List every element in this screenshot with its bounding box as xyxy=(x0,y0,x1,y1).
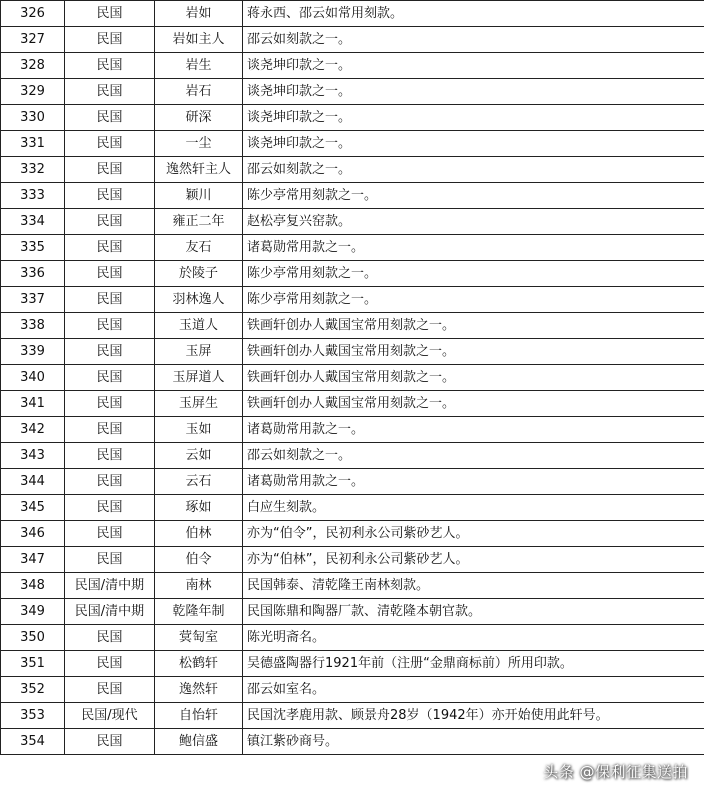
note-cell: 民国陈鼎和陶器厂款、清乾隆本朝官款。 xyxy=(243,599,704,625)
table-row xyxy=(1,79,704,105)
note-cell: 谈尧坤印款之一。 xyxy=(243,131,704,157)
note-cell: 铁画轩创办人戴国宝常用刻款之一。 xyxy=(243,391,704,417)
note-cell: 诸葛勋常用款之一。 xyxy=(243,469,704,495)
row-number-cell: 343 xyxy=(1,443,65,469)
note-cell: 铁画轩创办人戴国宝常用刻款之一。 xyxy=(243,313,704,339)
seal-mark-cell: 玉道人 xyxy=(155,313,243,339)
row-number-cell: 332 xyxy=(1,157,65,183)
table-row xyxy=(1,1,704,27)
era-cell: 民国 xyxy=(65,651,155,677)
note-cell: 谈尧坤印款之一。 xyxy=(243,105,704,131)
seal-mark-cell: 琢如 xyxy=(155,495,243,521)
table-row xyxy=(1,365,704,391)
row-number-cell: 352 xyxy=(1,677,65,703)
table-row xyxy=(1,261,704,287)
era-cell: 民国 xyxy=(65,287,155,313)
table-row xyxy=(1,417,704,443)
table-row xyxy=(1,27,704,53)
seal-mark-cell: 乾隆年制 xyxy=(155,599,243,625)
row-number-cell: 347 xyxy=(1,547,65,573)
note-cell: 蒋永西、邵云如常用刻款。 xyxy=(243,1,704,27)
table-row xyxy=(1,105,704,131)
note-cell: 诸葛勋常用款之一。 xyxy=(243,235,704,261)
row-number-cell: 335 xyxy=(1,235,65,261)
era-cell: 民国 xyxy=(65,105,155,131)
era-cell: 民国 xyxy=(65,131,155,157)
seal-mark-cell: 逸然轩 xyxy=(155,677,243,703)
note-cell: 邵云如室名。 xyxy=(243,677,704,703)
table-row xyxy=(1,443,704,469)
note-cell: 镇江紫砂商号。 xyxy=(243,729,704,755)
table-row xyxy=(1,339,704,365)
era-cell: 民国/现代 xyxy=(65,703,155,729)
seal-mark-cell: 友石 xyxy=(155,235,243,261)
era-cell: 民国 xyxy=(65,157,155,183)
era-cell: 民国 xyxy=(65,729,155,755)
row-number-cell: 353 xyxy=(1,703,65,729)
watermark-text: 头条 @保利征集送拍 xyxy=(543,763,688,781)
seal-mark-cell: 颖川 xyxy=(155,183,243,209)
seal-mark-cell: 伯令 xyxy=(155,547,243,573)
era-cell: 民国 xyxy=(65,521,155,547)
era-cell: 民国 xyxy=(65,209,155,235)
era-cell: 民国 xyxy=(65,417,155,443)
era-cell: 民国 xyxy=(65,53,155,79)
seal-mark-cell: 玉屏道人 xyxy=(155,365,243,391)
note-cell: 吴德盛陶器行1921年前（注册“金鼎商标前）所用印款。 xyxy=(243,651,704,677)
note-cell: 民国韩泰、清乾隆王南林刻款。 xyxy=(243,573,704,599)
table-row xyxy=(1,495,704,521)
seal-mark-cell: 岩如 xyxy=(155,1,243,27)
row-number-cell: 333 xyxy=(1,183,65,209)
row-number-cell: 342 xyxy=(1,417,65,443)
note-cell: 谈尧坤印款之一。 xyxy=(243,53,704,79)
table-row xyxy=(1,157,704,183)
seal-mark-cell: 於陵子 xyxy=(155,261,243,287)
note-cell: 诸葛勋常用款之一。 xyxy=(243,417,704,443)
seal-mark-cell: 云如 xyxy=(155,443,243,469)
era-cell: 民国 xyxy=(65,261,155,287)
note-cell: 民国沈孝鹿用款、顾景舟28岁（1942年）亦开始使用此轩号。 xyxy=(243,703,704,729)
note-cell: 谈尧坤印款之一。 xyxy=(243,79,704,105)
row-number-cell: 344 xyxy=(1,469,65,495)
table-row xyxy=(1,235,704,261)
era-cell: 民国 xyxy=(65,339,155,365)
row-number-cell: 346 xyxy=(1,521,65,547)
note-cell: 陈少亭常用刻款之一。 xyxy=(243,261,704,287)
note-cell: 陈光明斋名。 xyxy=(243,625,704,651)
table-row xyxy=(1,703,704,729)
row-number-cell: 338 xyxy=(1,313,65,339)
era-cell: 民国 xyxy=(65,469,155,495)
row-number-cell: 348 xyxy=(1,573,65,599)
table-row xyxy=(1,209,704,235)
era-cell: 民国 xyxy=(65,391,155,417)
note-cell: 赵松亭复兴窑款。 xyxy=(243,209,704,235)
row-number-cell: 330 xyxy=(1,105,65,131)
seal-mark-cell: 自怡轩 xyxy=(155,703,243,729)
era-cell: 民国 xyxy=(65,183,155,209)
seal-mark-cell: 鲍信盛 xyxy=(155,729,243,755)
row-number-cell: 341 xyxy=(1,391,65,417)
table-row xyxy=(1,131,704,157)
table-row xyxy=(1,287,704,313)
row-number-cell: 340 xyxy=(1,365,65,391)
row-number-cell: 337 xyxy=(1,287,65,313)
era-cell: 民国 xyxy=(65,443,155,469)
note-cell: 亦为“伯林”，民初利永公司紫砂艺人。 xyxy=(243,547,704,573)
row-number-cell: 328 xyxy=(1,53,65,79)
seal-mark-cell: 松鹤轩 xyxy=(155,651,243,677)
row-number-cell: 339 xyxy=(1,339,65,365)
note-cell: 白应生刻款。 xyxy=(243,495,704,521)
table-row xyxy=(1,573,704,599)
era-cell: 民国/清中期 xyxy=(65,573,155,599)
seal-mark-cell: 岩如主人 xyxy=(155,27,243,53)
seal-mark-cell: 岩生 xyxy=(155,53,243,79)
seal-mark-cell: 南林 xyxy=(155,573,243,599)
row-number-cell: 331 xyxy=(1,131,65,157)
row-number-cell: 349 xyxy=(1,599,65,625)
era-cell: 民国 xyxy=(65,495,155,521)
seal-mark-cell: 云石 xyxy=(155,469,243,495)
note-cell: 陈少亭常用刻款之一。 xyxy=(243,183,704,209)
row-number-cell: 329 xyxy=(1,79,65,105)
seal-mark-cell: 玉屏 xyxy=(155,339,243,365)
table-row xyxy=(1,599,704,625)
era-cell: 民国 xyxy=(65,235,155,261)
seal-mark-cell: 玉屏生 xyxy=(155,391,243,417)
row-number-cell: 354 xyxy=(1,729,65,755)
seal-mark-cell: 逸然轩主人 xyxy=(155,157,243,183)
table-row xyxy=(1,53,704,79)
era-cell: 民国 xyxy=(65,547,155,573)
table-row xyxy=(1,183,704,209)
row-number-cell: 334 xyxy=(1,209,65,235)
table-row xyxy=(1,625,704,651)
table-row xyxy=(1,391,704,417)
seal-mark-cell: 伯林 xyxy=(155,521,243,547)
seal-mark-cell: 玉如 xyxy=(155,417,243,443)
seal-mark-cell: 羽林逸人 xyxy=(155,287,243,313)
row-number-cell: 327 xyxy=(1,27,65,53)
note-cell: 陈少亭常用刻款之一。 xyxy=(243,287,704,313)
row-number-cell: 326 xyxy=(1,1,65,27)
table-row xyxy=(1,547,704,573)
row-number-cell: 351 xyxy=(1,651,65,677)
note-cell: 铁画轩创办人戴国宝常用刻款之一。 xyxy=(243,365,704,391)
era-cell: 民国 xyxy=(65,313,155,339)
era-cell: 民国 xyxy=(65,1,155,27)
row-number-cell: 350 xyxy=(1,625,65,651)
seal-mark-cell: 雍正二年 xyxy=(155,209,243,235)
note-cell: 亦为“伯令”，民初利永公司紫砂艺人。 xyxy=(243,521,704,547)
era-cell: 民国 xyxy=(65,677,155,703)
seal-mark-cell: 蓂匋室 xyxy=(155,625,243,651)
table-row xyxy=(1,313,704,339)
seal-mark-cell: 研深 xyxy=(155,105,243,131)
seal-mark-cell: 岩石 xyxy=(155,79,243,105)
era-cell: 民国 xyxy=(65,79,155,105)
table-row xyxy=(1,729,704,755)
table-body xyxy=(1,1,704,755)
note-cell: 邵云如刻款之一。 xyxy=(243,443,704,469)
note-cell: 邵云如刻款之一。 xyxy=(243,157,704,183)
table-row xyxy=(1,677,704,703)
era-cell: 民国 xyxy=(65,27,155,53)
row-number-cell: 336 xyxy=(1,261,65,287)
table-row xyxy=(1,521,704,547)
row-number-cell: 345 xyxy=(1,495,65,521)
table-row xyxy=(1,469,704,495)
note-cell: 邵云如刻款之一。 xyxy=(243,27,704,53)
era-cell: 民国/清中期 xyxy=(65,599,155,625)
era-cell: 民国 xyxy=(65,365,155,391)
note-cell: 铁画轩创办人戴国宝常用刻款之一。 xyxy=(243,339,704,365)
era-cell: 民国 xyxy=(65,625,155,651)
seal-mark-cell: 一尘 xyxy=(155,131,243,157)
table-row xyxy=(1,651,704,677)
